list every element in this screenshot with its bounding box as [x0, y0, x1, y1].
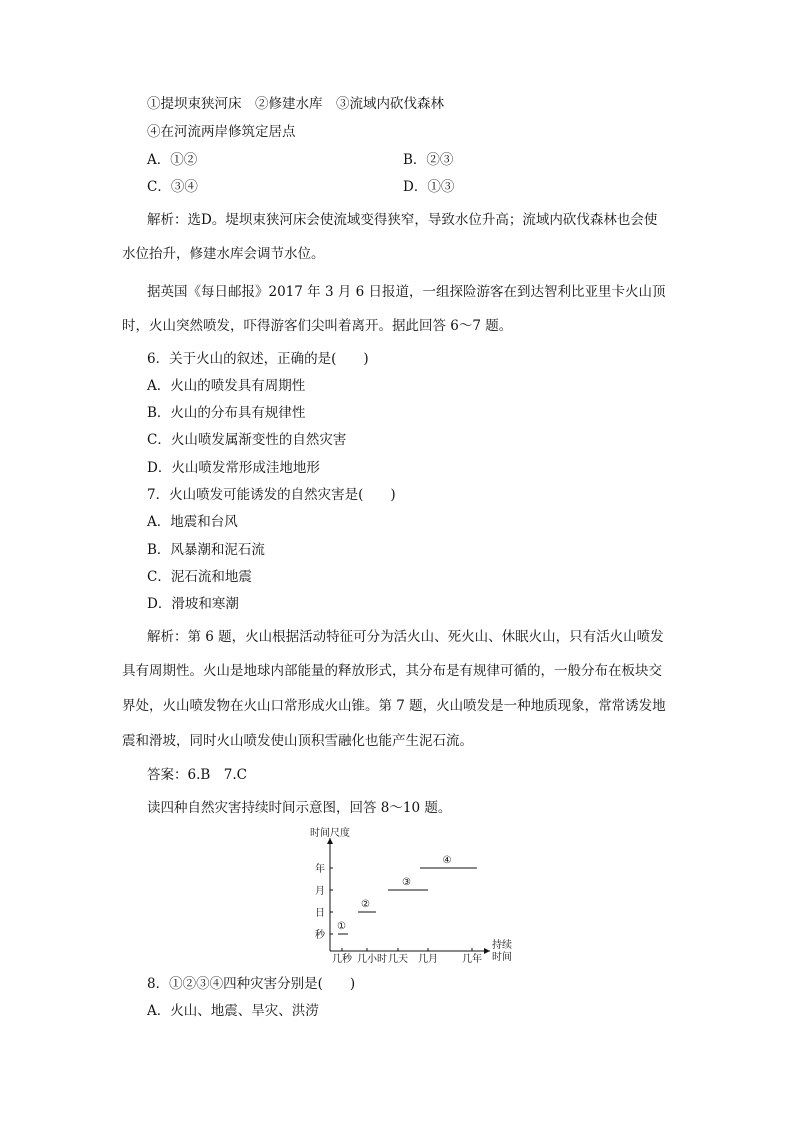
segment-label: ③ — [402, 877, 411, 888]
x-tick-label: 几年 — [462, 954, 482, 965]
q8-stem: 8．①②③④四种灾害分别是( ) — [147, 976, 356, 992]
duration-chart — [300, 826, 530, 966]
analysis67-line2: 具有周期性。火山是地球内部能量的释放形式，其分布是有规律可循的，一般分布在板块交 — [122, 663, 662, 679]
passage-line2: 时，火山突然喷发，吓得游客们尖叫着离开。据此回答 6～7 题。 — [122, 318, 513, 334]
q5-option-b: B．②③ — [403, 152, 454, 168]
q5-analysis-line2: 水位抬升，修建水库会调节水位。 — [122, 246, 325, 262]
q8-option-a: A．火山、地震、旱灾、洪涝 — [147, 1003, 319, 1019]
x-tick-label: 几天 — [388, 954, 408, 965]
y-tick-label: 年 — [315, 864, 325, 875]
q7-stem: 7．火山喷发可能诱发的自然灾害是( ) — [147, 487, 396, 503]
x-tick-label: 几小时 — [357, 954, 387, 965]
x-axis-label-line1: 持续 — [492, 940, 512, 951]
q6-option-a: A．火山的喷发具有周期性 — [147, 378, 306, 394]
q7-option-c: C．泥石流和地震 — [147, 569, 252, 585]
q7-option-b: B．风暴潮和泥石流 — [147, 542, 265, 558]
answer-6-7: 答案：6.B 7.C — [147, 767, 248, 783]
y-tick-label: 秒 — [315, 930, 325, 941]
q5-items-line1: ①提坝束狭河床 ②修建水库 ③流域内砍伐森林 — [147, 96, 444, 112]
q5-analysis-line1: 解析：选D。堤坝束狭河床会使流域变得狭窄，导致水位升高；流域内砍伐森林也会使 — [147, 212, 658, 228]
segment-label: ① — [337, 921, 346, 932]
q6-option-c: C．火山喷发属渐变性的自然灾害 — [147, 432, 347, 448]
q6-option-b: B．火山的分布具有规律性 — [147, 405, 306, 421]
x-tick-label: 几月 — [418, 954, 438, 965]
analysis67-line1: 解析：第 6 题，火山根据活动特征可分为活火山、死火山、休眠火山，只有活火山喷发 — [147, 629, 664, 645]
analysis67-line4: 震和滑坡，同时火山喷发使山顶积雪融化也能产生泥石流。 — [122, 733, 473, 749]
y-axis-label: 时间尺度 — [310, 828, 350, 839]
q5-option-a: A．①② — [147, 152, 198, 168]
q5-option-d: D．①③ — [403, 179, 455, 195]
q6-stem: 6．关于火山的叙述，正确的是( ) — [147, 351, 369, 367]
q7-option-a: A．地震和台风 — [147, 514, 238, 530]
analysis67-line3: 界处，火山喷发物在火山口常形成火山锥。第 7 题，火山喷发是一种地质现象，常常诱发地 — [122, 698, 666, 714]
y-tick-label: 月 — [315, 886, 325, 897]
segment-label: ④ — [442, 855, 452, 866]
passage-line1: 据英国《每日邮报》2017 年 3 月 6 日报道，一组探险游客在到达智利比亚里卡火山顶 — [147, 284, 666, 300]
q7-option-d: D．滑坡和寒潮 — [147, 596, 239, 612]
q5-items-line2: ④在河流两岸修筑定居点 — [147, 124, 296, 140]
x-tick-label: 几秒 — [332, 954, 352, 965]
passage2: 读四种自然灾害持续时间示意图，回答 8～10 题。 — [147, 800, 452, 816]
x-axis-label-line2: 时间 — [492, 952, 512, 963]
q5-option-c: C．③④ — [147, 179, 198, 195]
q6-option-d: D．火山喷发常形成洼地地形 — [147, 460, 320, 476]
y-tick-label: 日 — [315, 908, 325, 919]
segment-label: ② — [361, 899, 370, 910]
x-axis-arrow — [484, 948, 490, 954]
